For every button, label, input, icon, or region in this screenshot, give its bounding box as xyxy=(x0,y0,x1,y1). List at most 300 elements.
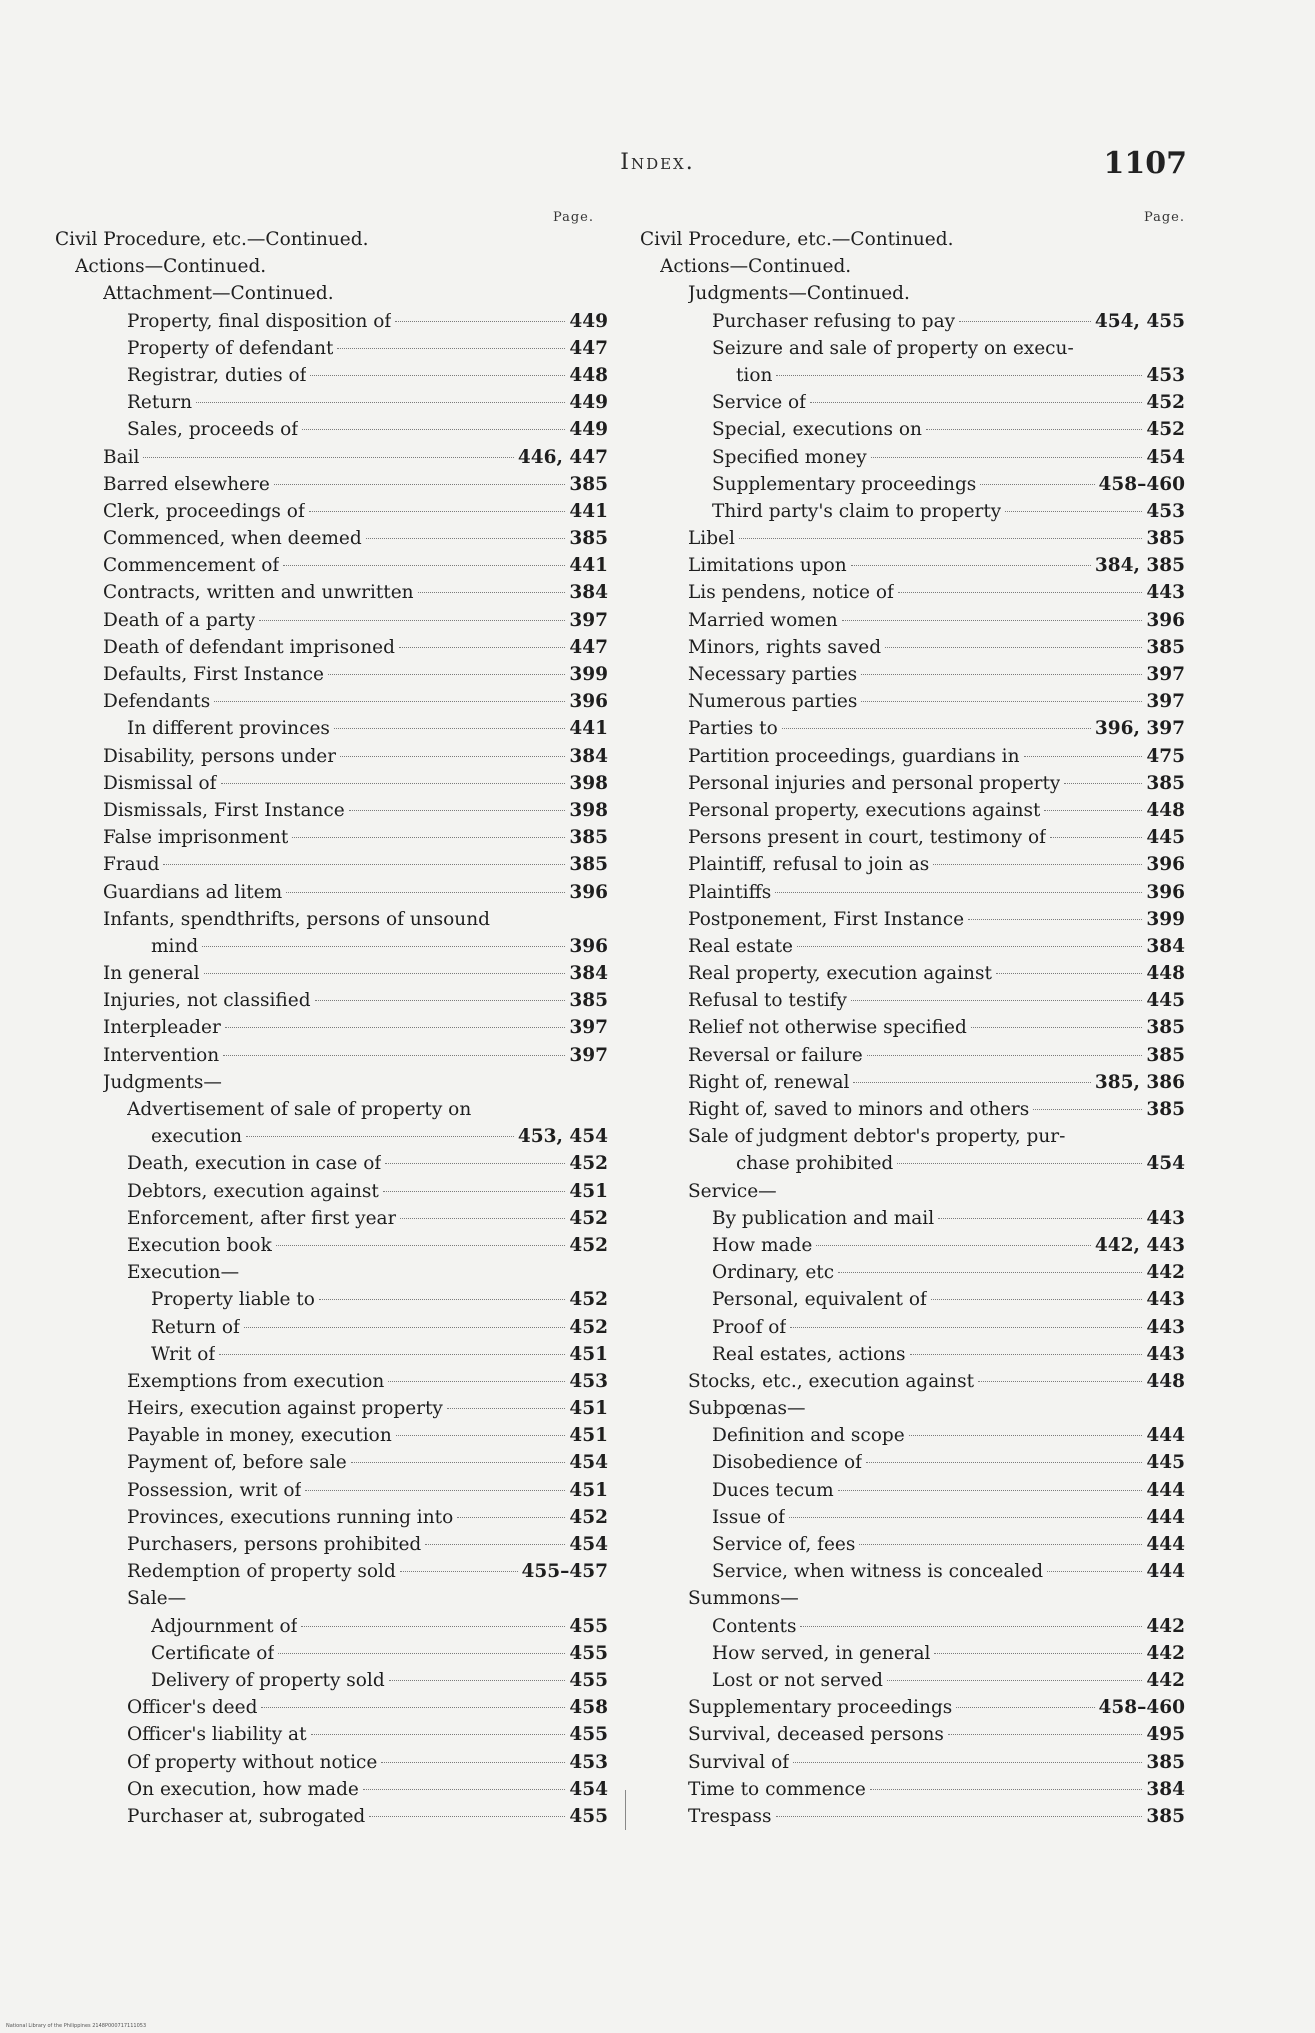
entry-text: Of property without notice xyxy=(127,1751,378,1773)
leader-dots xyxy=(816,1245,1091,1246)
leader-dots xyxy=(369,1816,565,1817)
leader-dots xyxy=(400,1571,518,1572)
entry-page-number: 444 xyxy=(1146,1425,1185,1447)
index-entry xyxy=(640,1232,1185,1259)
leader-dots xyxy=(887,1680,1142,1681)
index-entry xyxy=(55,906,608,933)
leader-dots xyxy=(790,1327,1142,1328)
entry-text: Numerous parties xyxy=(688,691,858,713)
entry-page-number: 385 xyxy=(569,473,608,495)
entry-page-number: 397 xyxy=(569,1044,608,1066)
leader-dots xyxy=(340,756,565,757)
entry-text: Service of, fees xyxy=(712,1534,856,1555)
index-entry xyxy=(55,579,608,606)
entry-text: Death of a party xyxy=(103,609,256,631)
leader-dots xyxy=(910,1354,1143,1355)
leader-dots xyxy=(328,674,565,675)
entry-page-number: 396 xyxy=(1146,609,1185,631)
leader-dots xyxy=(349,810,566,811)
index-entry xyxy=(640,1504,1185,1531)
entry-page-number: 448 xyxy=(1146,799,1185,821)
entry-text: tion xyxy=(736,364,773,386)
index-entry xyxy=(640,1341,1185,1368)
entry-page-number: 444 xyxy=(1146,1479,1185,1501)
index-entry xyxy=(640,1422,1185,1449)
leader-dots xyxy=(793,1762,1142,1763)
page-column-label: Page. xyxy=(1143,210,1185,225)
entry-text: How made xyxy=(712,1234,813,1256)
index-entry xyxy=(55,1069,608,1096)
leader-dots xyxy=(898,592,1143,593)
index-entry xyxy=(55,688,608,715)
index-entry xyxy=(640,987,1185,1014)
index-entry xyxy=(640,661,1185,688)
entry-text: Personal, equivalent of xyxy=(712,1289,927,1311)
leader-dots xyxy=(261,1707,565,1708)
entry-text: Fraud xyxy=(103,854,160,876)
leader-dots xyxy=(861,701,1142,702)
index-entry xyxy=(55,1694,608,1721)
entry-text: Enforcement, after first year xyxy=(127,1207,397,1229)
leader-dots xyxy=(163,864,565,865)
entry-text: Duces tecum xyxy=(712,1479,834,1501)
entry-text: Judgments— xyxy=(103,1071,222,1093)
index-entry xyxy=(640,1042,1185,1069)
entry-text: Supplementary proceedings xyxy=(712,473,977,495)
leader-dots xyxy=(286,892,565,893)
entry-text: Payable in money, execution xyxy=(127,1425,392,1447)
entry-text: Real estates, actions xyxy=(712,1343,906,1365)
index-entry xyxy=(640,1558,1185,1585)
entry-text: Defendants xyxy=(103,691,211,713)
entry-text: Dismissals, First Instance xyxy=(103,799,345,821)
entry-text: Right of, renewal xyxy=(688,1071,850,1093)
entry-page-number: 384 xyxy=(569,745,608,767)
index-entry xyxy=(640,1667,1185,1694)
leader-dots xyxy=(1024,756,1143,757)
leader-dots xyxy=(383,1191,566,1192)
entry-text: Attachment—Continued. xyxy=(103,283,334,305)
entry-text: Relief not otherwise specified xyxy=(688,1017,967,1039)
entry-text: Right of, saved to minors and others xyxy=(688,1099,1030,1120)
leader-dots xyxy=(283,565,565,566)
index-entry xyxy=(640,1613,1185,1640)
entry-text: Survival of xyxy=(688,1751,790,1773)
entry-page-number: 455 xyxy=(569,1615,608,1637)
leader-dots xyxy=(143,457,513,458)
leader-dots xyxy=(309,511,566,512)
entry-page-number: 444 xyxy=(1146,1561,1185,1583)
leader-dots xyxy=(315,1000,566,1001)
leader-dots xyxy=(351,1462,566,1463)
leader-dots xyxy=(418,592,566,593)
entry-text: Disability, persons under xyxy=(103,745,337,767)
entry-page-number: 452 xyxy=(569,1506,608,1528)
index-entry xyxy=(55,987,608,1014)
index-entry xyxy=(640,335,1185,362)
index-entry xyxy=(640,1640,1185,1667)
entry-text: Real estate xyxy=(688,935,793,957)
entry-page-number: 396 xyxy=(569,691,608,713)
leader-dots xyxy=(948,1734,1142,1735)
entry-page-number: 448 xyxy=(569,364,608,386)
entry-page-number: 385 xyxy=(1146,1751,1185,1773)
entry-page-number: 384 xyxy=(1146,935,1185,957)
leader-dots xyxy=(274,484,566,485)
leader-dots xyxy=(853,1082,1090,1083)
entry-text: Payment of, before sale xyxy=(127,1452,347,1474)
page-column-label: Page. xyxy=(552,210,594,225)
index-entry xyxy=(55,851,608,878)
index-entry xyxy=(640,797,1185,824)
index-entry xyxy=(55,1123,608,1150)
entry-page-number: 452 xyxy=(1146,419,1185,441)
index-entry xyxy=(640,688,1185,715)
entry-page-number: 495 xyxy=(1146,1724,1185,1746)
entry-text: Return xyxy=(127,392,192,414)
index-entry xyxy=(640,1749,1185,1776)
index-entry xyxy=(640,1286,1185,1313)
index-entry xyxy=(640,552,1185,579)
index-entry xyxy=(55,1558,608,1585)
entry-page-number: 458–460 xyxy=(1098,473,1185,495)
index-entry xyxy=(640,1803,1185,1830)
entry-page-number: 458 xyxy=(569,1697,608,1719)
leader-dots xyxy=(305,1490,565,1491)
index-entry xyxy=(55,797,608,824)
leader-dots xyxy=(366,538,566,539)
leader-dots xyxy=(1064,783,1142,784)
index-entry xyxy=(55,552,608,579)
entry-page-number: 449 xyxy=(569,392,608,414)
entry-page-number: 452 xyxy=(569,1316,608,1338)
entry-page-number: 454 xyxy=(569,1778,608,1800)
index-entry xyxy=(640,471,1185,498)
entry-text: Death, execution in case of xyxy=(127,1153,382,1175)
entry-text: Service— xyxy=(688,1180,777,1202)
entry-page-number: 385 xyxy=(569,528,608,550)
index-entry xyxy=(55,879,608,906)
leader-dots xyxy=(244,1327,566,1328)
index-entry xyxy=(640,1368,1185,1395)
index-entry xyxy=(640,879,1185,906)
entry-page-number: 385 xyxy=(569,990,608,1012)
entry-page-number: 396 xyxy=(569,935,608,957)
index-entry xyxy=(640,607,1185,634)
index-entry xyxy=(640,851,1185,878)
leader-dots xyxy=(851,565,1091,566)
leader-dots xyxy=(302,429,565,430)
index-entry xyxy=(640,416,1185,443)
entry-page-number: 448 xyxy=(1146,963,1185,985)
entry-text: Purchaser refusing to pay xyxy=(712,310,956,332)
leader-dots xyxy=(968,919,1142,920)
index-entry xyxy=(640,1259,1185,1286)
entry-page-number: 397 xyxy=(569,609,608,631)
entry-text: Possession, writ of xyxy=(127,1479,302,1501)
entry-page-number: 475 xyxy=(1146,745,1185,767)
entry-page-number: 384 xyxy=(569,582,608,604)
index-entry xyxy=(640,1721,1185,1748)
leader-dots xyxy=(838,1490,1143,1491)
leader-dots xyxy=(776,1816,1143,1817)
entry-page-number: 397 xyxy=(569,1017,608,1039)
index-entry xyxy=(640,1531,1185,1558)
entry-page-number: 445 xyxy=(1146,990,1185,1012)
entry-page-number: 452 xyxy=(569,1207,608,1229)
entry-text: Seizure and sale of property on execu- xyxy=(712,337,1074,359)
index-entry xyxy=(640,715,1185,742)
page-header xyxy=(0,146,1315,190)
leader-dots xyxy=(866,1462,1142,1463)
entry-text: Issue of xyxy=(712,1506,786,1528)
index-entry xyxy=(55,471,608,498)
entry-page-number: 396 xyxy=(1146,881,1185,903)
entry-text: Definition and scope xyxy=(712,1425,905,1447)
leader-dots xyxy=(861,674,1142,675)
entry-text: Service, when witness is concealed xyxy=(712,1561,1044,1583)
leader-dots xyxy=(931,1299,1143,1300)
column-divider xyxy=(625,1790,626,1830)
leader-dots xyxy=(399,647,565,648)
index-entry xyxy=(640,824,1185,851)
entry-text: Injuries, not classified xyxy=(103,990,311,1012)
entry-page-number: 443 xyxy=(1146,1207,1185,1229)
entry-text: Sale of judgment debtor's property, pur- xyxy=(688,1126,1066,1148)
index-entry xyxy=(640,1014,1185,1041)
index-entry xyxy=(640,1069,1185,1096)
leader-dots xyxy=(810,402,1142,403)
entry-page-number: 455 xyxy=(569,1805,608,1827)
entry-text: Intervention xyxy=(103,1044,220,1066)
entry-page-number: 385 xyxy=(1146,528,1185,550)
leader-dots xyxy=(897,1163,1142,1164)
entry-text: Summons— xyxy=(688,1588,799,1610)
index-entry xyxy=(640,634,1185,661)
entry-text: Infants, spendthrifts, persons of unsound xyxy=(103,908,490,930)
entry-page-number: 453 xyxy=(569,1370,608,1392)
entry-text: Libel xyxy=(688,528,735,550)
index-entry xyxy=(640,280,1185,307)
index-entry xyxy=(55,1395,608,1422)
leader-dots xyxy=(926,429,1142,430)
index-entry xyxy=(640,1178,1185,1205)
index-entry xyxy=(55,1178,608,1205)
entry-text: How served, in general xyxy=(712,1642,931,1664)
entry-text: execution xyxy=(151,1126,243,1148)
entry-page-number: 384 xyxy=(1146,1778,1185,1800)
entry-page-number: 385 xyxy=(569,827,608,849)
entry-page-number: 399 xyxy=(569,664,608,685)
entry-text: Subpœnas— xyxy=(688,1398,806,1420)
entry-page-number: 445 xyxy=(1146,1452,1185,1474)
leader-dots xyxy=(800,1626,1142,1627)
leader-dots xyxy=(885,647,1142,648)
entry-text: Property of defendant xyxy=(127,337,334,359)
index-entry xyxy=(55,1205,608,1232)
entry-text: Property liable to xyxy=(151,1289,315,1311)
index-entry xyxy=(55,308,608,335)
entry-page-number: 397 xyxy=(1146,691,1185,713)
leader-dots xyxy=(739,538,1142,539)
entry-text: Heirs, execution against property xyxy=(127,1398,443,1420)
leader-dots xyxy=(959,321,1091,322)
entry-text: Proof of xyxy=(712,1316,787,1338)
index-entry xyxy=(55,1477,608,1504)
entry-page-number: 446, 447 xyxy=(517,446,608,468)
entry-page-number: 452 xyxy=(569,1153,608,1175)
entry-text: False imprisonment xyxy=(103,827,289,849)
index-entries-right xyxy=(640,226,1185,1830)
entry-text: Provinces, executions running into xyxy=(127,1506,454,1528)
index-entry xyxy=(640,1694,1185,1721)
index-entry xyxy=(640,525,1185,552)
leader-dots xyxy=(457,1517,565,1518)
entry-text: Officer's deed xyxy=(127,1697,258,1719)
index-entry xyxy=(55,335,608,362)
index-entry xyxy=(55,1776,608,1803)
entry-text: Advertisement of sale of property on xyxy=(127,1099,472,1120)
leader-dots xyxy=(867,1055,1143,1056)
entry-text: Ordinary, etc xyxy=(712,1262,835,1284)
entry-text: Civil Procedure, etc.—Continued. xyxy=(640,229,954,250)
entry-text: Property, final disposition of xyxy=(127,310,392,332)
entry-text: Time to commence xyxy=(688,1778,866,1800)
entry-text: Debtors, execution against xyxy=(127,1180,379,1202)
leader-dots xyxy=(337,348,565,349)
index-entry xyxy=(640,362,1185,389)
entry-page-number: 454 xyxy=(1146,1153,1185,1175)
leader-dots xyxy=(385,1163,565,1164)
index-entry xyxy=(55,1286,608,1313)
index-entry xyxy=(55,607,608,634)
entry-text: Refusal to testify xyxy=(688,990,847,1012)
entry-text: Registrar, duties of xyxy=(127,364,307,386)
leader-dots xyxy=(276,1245,566,1246)
leader-dots xyxy=(425,1544,565,1545)
entry-page-number: 385 xyxy=(1146,636,1185,658)
entry-text: Certificate of xyxy=(151,1642,275,1664)
leader-dots xyxy=(933,864,1142,865)
leader-dots xyxy=(204,973,566,974)
entry-page-number: 441 xyxy=(569,555,608,577)
index-entry xyxy=(55,1096,608,1123)
index-entry xyxy=(55,1368,608,1395)
leader-dots xyxy=(978,1381,1142,1382)
index-entry xyxy=(55,743,608,770)
entry-page-number: 451 xyxy=(569,1343,608,1365)
entry-page-number: 452 xyxy=(569,1234,608,1256)
entry-page-number: 449 xyxy=(569,310,608,332)
leader-dots xyxy=(980,484,1094,485)
entry-page-number: 396 xyxy=(569,881,608,903)
leader-dots xyxy=(396,1435,566,1436)
index-entry xyxy=(640,1477,1185,1504)
entry-text: Clerk, proceedings of xyxy=(103,500,305,522)
leader-dots xyxy=(996,973,1142,974)
index-entry xyxy=(55,280,608,307)
entry-text: Partition proceedings, guardians in xyxy=(688,745,1020,767)
entry-text: Third party's claim to property xyxy=(712,500,1002,522)
index-entry xyxy=(640,579,1185,606)
leader-dots xyxy=(447,1408,566,1409)
leader-dots xyxy=(363,1789,566,1790)
index-entry xyxy=(640,226,1185,253)
index-entry xyxy=(55,1341,608,1368)
index-entry xyxy=(640,906,1185,933)
entry-text: Execution book xyxy=(127,1234,272,1256)
entry-text: Death of defendant imprisoned xyxy=(103,636,395,658)
entry-text: Personal injuries and personal property xyxy=(688,772,1061,794)
entry-page-number: 441 xyxy=(569,500,608,522)
entry-text: Minors, rights saved xyxy=(688,636,882,658)
index-entry xyxy=(55,1721,608,1748)
index-entry xyxy=(640,1449,1185,1476)
entry-text: Contracts, written and unwritten xyxy=(103,582,414,604)
index-entry xyxy=(640,960,1185,987)
leader-dots xyxy=(388,1381,565,1382)
entry-text: Commenced, when deemed xyxy=(103,528,362,550)
entry-text: Redemption of property sold xyxy=(127,1561,396,1583)
index-entry xyxy=(55,960,608,987)
page-title: Index. xyxy=(620,150,695,175)
entry-text: Commencement of xyxy=(103,555,280,577)
leader-dots xyxy=(223,1055,565,1056)
entry-page-number: 454 xyxy=(1146,446,1185,468)
entry-text: Return of xyxy=(151,1316,240,1338)
entry-page-number: 385, 386 xyxy=(1094,1071,1185,1093)
index-entry xyxy=(55,715,608,742)
leader-dots xyxy=(196,402,565,403)
entry-page-number: 385 xyxy=(1146,1805,1185,1827)
index-entry xyxy=(55,525,608,552)
entry-text: Dismissal of xyxy=(103,772,217,794)
entry-page-number: 448 xyxy=(1146,1370,1185,1392)
entry-text: Specified money xyxy=(712,446,867,468)
leader-dots xyxy=(1033,1109,1142,1110)
leader-dots xyxy=(838,1272,1142,1273)
page-number: 1107 xyxy=(1103,146,1187,181)
index-entry xyxy=(640,770,1185,797)
leader-dots xyxy=(859,1544,1142,1545)
leader-dots xyxy=(334,728,565,729)
entry-page-number: 451 xyxy=(569,1479,608,1501)
entry-page-number: 385 xyxy=(1146,1044,1185,1066)
entry-text: Personal property, executions against xyxy=(688,799,1041,821)
entry-text: On execution, how made xyxy=(127,1778,359,1800)
entry-text: Officer's liability at xyxy=(127,1724,307,1746)
leader-dots xyxy=(909,1435,1143,1436)
entry-page-number: 443 xyxy=(1146,1343,1185,1365)
leader-dots xyxy=(971,1027,1143,1028)
entry-page-number: 453, 454 xyxy=(517,1126,608,1148)
entry-page-number: 445 xyxy=(1146,827,1185,849)
entry-page-number: 458–460 xyxy=(1098,1697,1185,1719)
index-entry xyxy=(55,661,608,688)
entry-text: Judgments—Continued. xyxy=(688,283,910,305)
entry-page-number: 451 xyxy=(569,1425,608,1447)
leader-dots xyxy=(311,1734,566,1735)
index-entry xyxy=(55,1232,608,1259)
entry-page-number: 441 xyxy=(569,718,608,740)
entry-text: Interpleader xyxy=(103,1017,221,1039)
index-entry xyxy=(640,1776,1185,1803)
entry-text: Parties to xyxy=(688,718,778,740)
entry-page-number: 451 xyxy=(569,1180,608,1202)
leader-dots xyxy=(776,375,1142,376)
index-entry xyxy=(55,1014,608,1041)
index-entry xyxy=(55,1749,608,1776)
